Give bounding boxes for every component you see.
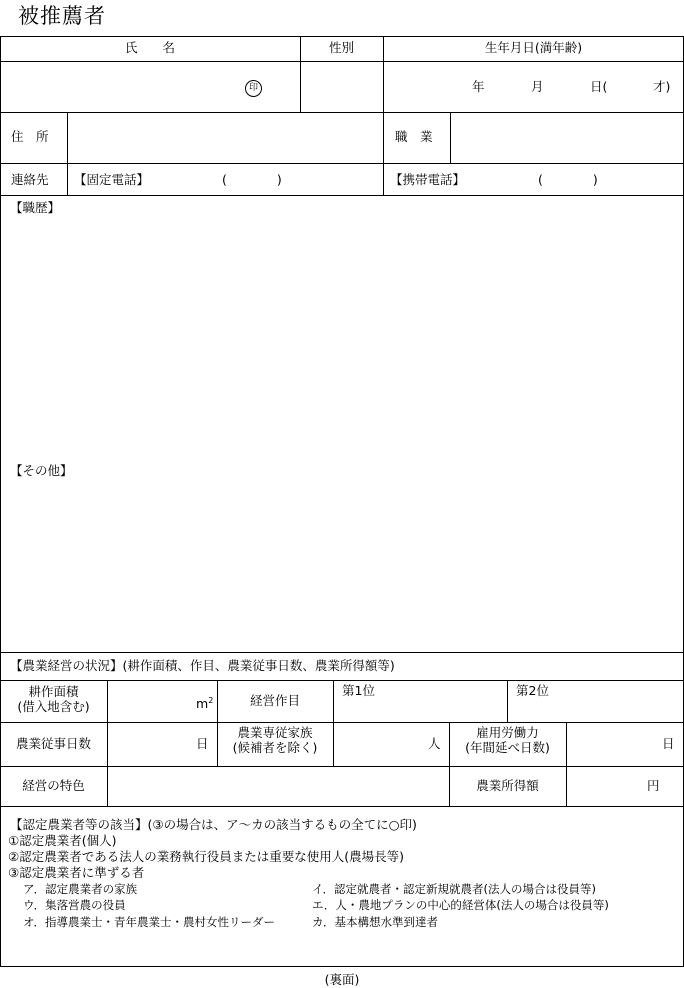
birthdate-header: 生年月日(満年齢) — [484, 40, 583, 55]
col-divider — [383, 36, 384, 195]
row-divider — [0, 806, 684, 807]
certified-sub-ka: カ．基本構想水準到達者 — [312, 915, 439, 929]
certified-heading: 【認定農業者等の該当】(③の場合は、ア～カの該当するもの全てに○印) — [10, 817, 417, 832]
feature-label: 経営の特色 — [22, 778, 85, 793]
col-divider — [507, 680, 508, 722]
mobile-paren: ( ) — [538, 172, 598, 187]
hired-label-line2: (年間延べ日数) — [465, 740, 550, 755]
birth-month-label: 月 — [531, 79, 544, 94]
row-divider — [0, 680, 684, 681]
page-footer: (裏面) — [324, 972, 360, 987]
farm-status-heading: 【農業経営の状況】(耕作面積、作目、農業従事日数、農業所得額等) — [10, 658, 395, 673]
col-divider — [67, 112, 68, 195]
family-label-line2: (候補者を除く) — [232, 740, 318, 755]
address-label: 住 所 — [11, 129, 49, 144]
other-label: 【その他】 — [10, 463, 73, 478]
col-divider — [450, 112, 451, 163]
row-divider — [0, 61, 684, 62]
birth-day-label: 日( — [590, 79, 608, 94]
contact-label: 連絡先 — [11, 172, 49, 187]
area-label — [0, 684, 107, 714]
row-divider — [0, 652, 684, 653]
form-title: 被推薦者 — [18, 4, 106, 28]
area-label-line2: (借入地含む) — [17, 699, 90, 714]
crop-label: 経営作目 — [249, 693, 300, 708]
certified-item-2: ②認定農業者である法人の業務執行役員または重要な使用人(農場長等) — [8, 849, 404, 864]
col-divider — [566, 722, 567, 806]
income-label: 農業所得額 — [476, 778, 539, 793]
row-divider — [0, 112, 684, 113]
row-divider — [0, 766, 684, 767]
seal-mark — [245, 78, 262, 97]
certified-sub-u: ウ．集落営農の役員 — [23, 898, 126, 912]
col-divider — [333, 680, 334, 766]
work-days-unit: 日 — [196, 736, 209, 751]
landline-label: 【固定電話】 — [74, 172, 150, 187]
family-unit: 人 — [428, 736, 441, 751]
certified-sub-a: ア．認定農業者の家族 — [23, 882, 138, 896]
certified-item-1: ①認定農業者(個人) — [8, 833, 117, 848]
income-unit: 円 — [647, 778, 660, 793]
gender-header: 性別 — [328, 40, 354, 55]
seal-icon: 印 — [245, 80, 262, 97]
hired-labor-label — [449, 725, 566, 755]
name-header: 氏 名 — [124, 40, 175, 55]
row-divider — [0, 163, 684, 164]
crop-rank2: 第2位 — [516, 683, 549, 698]
age-label: 才) — [653, 79, 671, 94]
hired-unit: 日 — [662, 736, 675, 751]
career-label: 【職歴】 — [10, 200, 61, 215]
occupation-label: 職 業 — [395, 129, 433, 144]
work-days-label: 農業従事日数 — [15, 736, 91, 751]
mobile-label: 【携帯電話】 — [390, 172, 466, 187]
certified-sub-i: イ．認定就農者・認定新規就農者(法人の場合は役員等) — [312, 882, 596, 896]
certified-sub-o: オ．指導農業士・青年農業士・農村女性リーダー — [23, 915, 275, 929]
landline-paren: ( ) — [222, 172, 282, 187]
hired-label-line1: 雇用労働力 — [476, 725, 539, 740]
area-unit: $m^2$ — [196, 696, 214, 712]
certified-sub-e: エ．人・農地プランの中心的経営体(法人の場合は役員等) — [312, 898, 609, 912]
row-divider — [0, 195, 684, 196]
crop-rank1: 第1位 — [342, 683, 375, 698]
family-label-line1: 農業専従家族 — [237, 725, 313, 740]
row-divider — [0, 722, 684, 723]
family-label — [217, 725, 333, 755]
certified-item-3: ③認定農業者に準ずる者 — [8, 865, 145, 880]
area-label-line1: 耕作面積 — [28, 684, 79, 699]
col-divider — [107, 680, 108, 806]
birth-year-label: 年 — [472, 79, 485, 94]
